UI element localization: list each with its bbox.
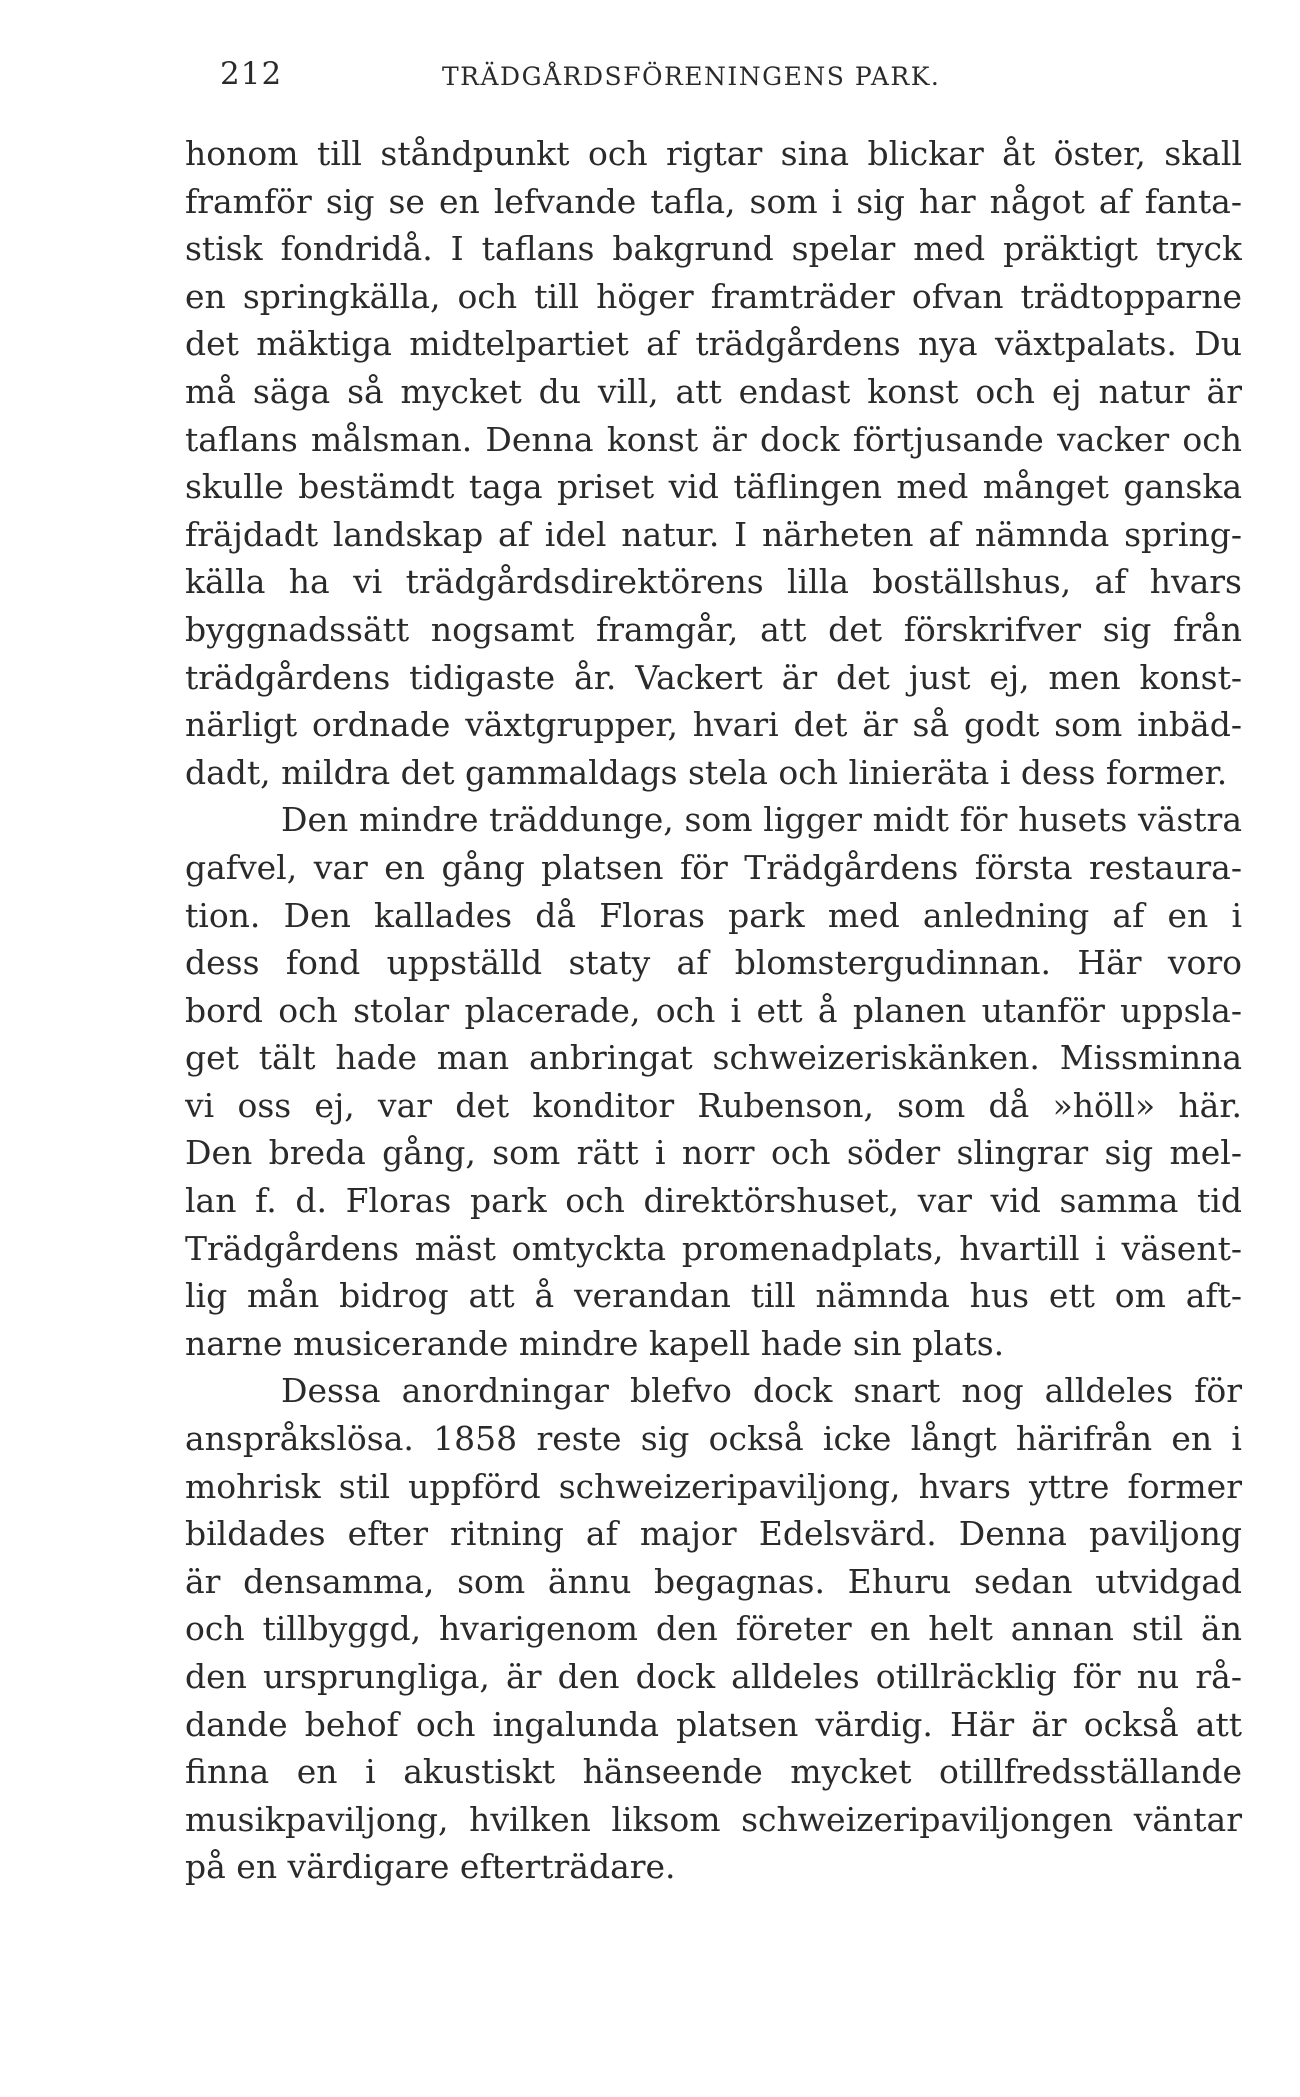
text-line: honom till ståndpunkt och rigtar sina blickar åt öster, skall: [185, 134, 1242, 173]
page-header: [220, 56, 1220, 106]
text-line: skulle bestämdt taga priset vid täflingen med månget ganska: [185, 467, 1242, 507]
text-line: Den mindre träddunge, som ligger midt för husets västra: [281, 800, 1242, 840]
text-line: gafvel, var en gång platsen för Trädgårdens första restaura-: [185, 847, 1242, 887]
text-line: bildades efter ritning af major Edelsvärd. Denna paviljong: [185, 1514, 1242, 1554]
running-title: TRÄDGÅRDSFÖRENINGENS PARK.: [442, 62, 941, 91]
text-line: och tillbyggd, hvarigenom den företer en helt annan stil än: [185, 1609, 1242, 1649]
text-line: är densamma, som ännu begagnas. Ehuru sedan utvidgad: [185, 1561, 1242, 1601]
text-line: närligt ordnade växtgrupper, hvari det är så godt som inbäd-: [185, 705, 1242, 745]
text-line: den ursprungliga, är den dock alldeles otillräcklig för nu rå-: [185, 1657, 1242, 1696]
text-line: lig mån bidrog att å verandan till nämnda hus ett om aft-: [185, 1276, 1242, 1316]
page-number: 212: [220, 56, 283, 92]
text-line: Dessa anordningar blefvo dock snart nog alldeles för: [281, 1371, 1242, 1411]
text-line: dadt, mildra det gammaldags stela och linieräta i dess former.: [185, 752, 1228, 792]
text-line: må säga så mycket du vill, att endast konst och ej natur är: [185, 371, 1242, 411]
text-line: Den breda gång, som rätt i norr och söder slingrar sig mel-: [185, 1133, 1242, 1173]
text-line: finna en i akustiskt hänseende mycket otillfredsställande: [185, 1752, 1242, 1792]
text-line: byggnadssätt nogsamt framgår, att det förskrifver sig från: [185, 609, 1242, 649]
text-line: källa ha vi trädgårdsdirektörens lilla boställshus, af hvars: [185, 562, 1242, 602]
text-line: framför sig se en lefvande tafla, som i sig har något af fanta-: [185, 181, 1242, 221]
text-line: musikpaviljong, hvilken liksom schweizeripaviljongen väntar: [185, 1799, 1242, 1839]
text-line: taflans målsman. Denna konst är dock förtjusande vacker och: [185, 419, 1242, 459]
body-text: [185, 130, 1242, 1891]
text-line: narne musicerande mindre kapell hade sin plats.: [185, 1323, 1005, 1363]
text-line: stisk fondridå. I taflans bakgrund spelar med präktigt tryck: [185, 229, 1242, 269]
text-line: det mäktiga midtelpartiet af trädgårdens nya växtpalats. Du: [185, 324, 1242, 364]
text-line: anspråkslösa. 1858 reste sig också icke långt härifrån en i: [185, 1419, 1242, 1459]
text-line: tion. Den kallades då Floras park med anledning af en i: [185, 895, 1242, 935]
text-line: lan f. d. Floras park och direktörshuset, var vid samma tid: [185, 1181, 1242, 1221]
text-line: Trädgårdens mäst omtyckta promenadplats, hvartill i väsent-: [185, 1228, 1242, 1268]
text-line: en springkälla, och till höger framträder ofvan trädtopparne: [185, 276, 1242, 316]
text-line: dess fond uppställd staty af blomstergudinnan. Här voro: [185, 943, 1242, 983]
text-line: get tält hade man anbringat schweizeriskänken. Missminna: [185, 1038, 1242, 1078]
text-line: fräjdadt landskap af idel natur. I närheten af nämnda spring-: [185, 514, 1242, 554]
text-line: vi oss ej, var det konditor Rubenson, som då »höll» här.: [185, 1085, 1242, 1125]
text-line: trädgårdens tidigaste år. Vackert är det just ej, men konst-: [185, 657, 1242, 697]
text-line: mohrisk stil uppförd schweizeripaviljong, hvars yttre former: [185, 1466, 1242, 1506]
text-line: på en värdigare efterträdare.: [185, 1847, 676, 1887]
text-line: dande behof och ingalunda platsen värdig. Här är också att: [185, 1704, 1242, 1744]
text-line: bord och stolar placerade, och i ett å planen utanför uppsla-: [185, 990, 1242, 1030]
